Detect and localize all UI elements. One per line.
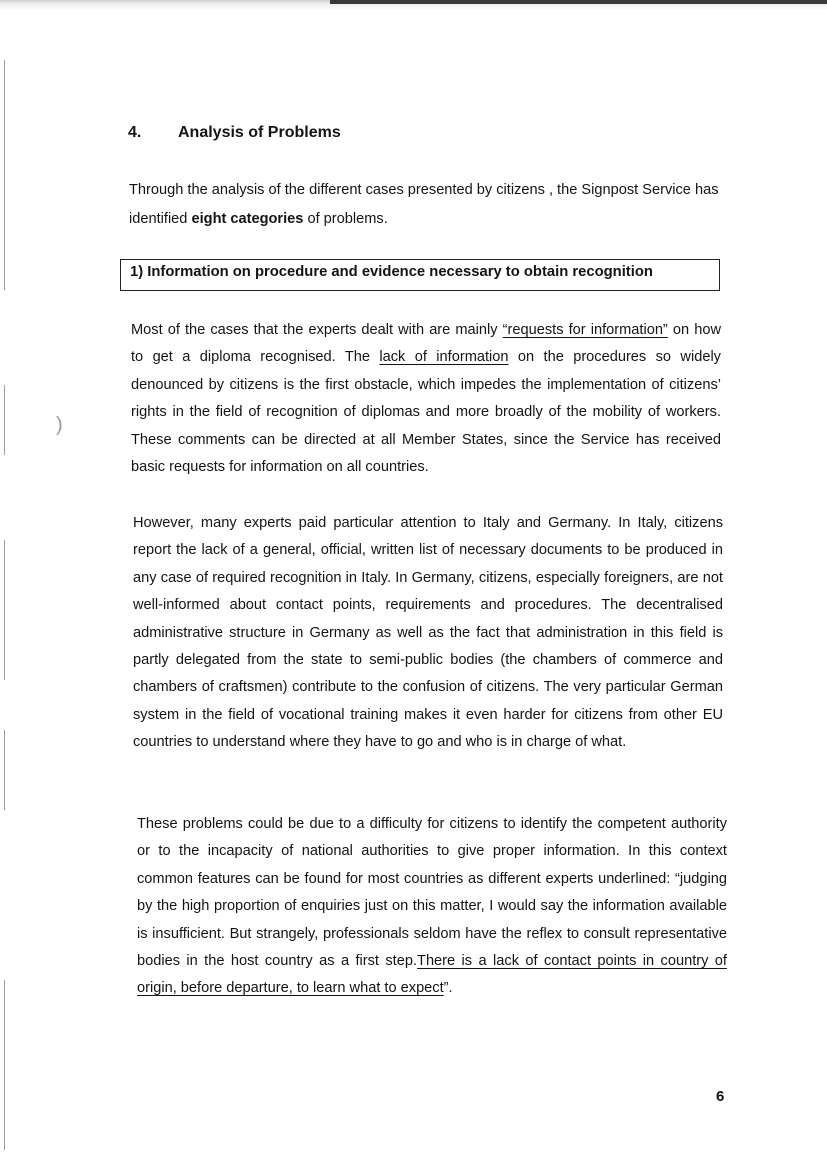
category-heading: 1) Information on procedure and evidence necessary to obtain recognition: [130, 264, 653, 280]
intro-paragraph: [129, 176, 729, 234]
section-number: 4.: [128, 124, 142, 141]
scan-mark: ): [56, 414, 63, 436]
category-heading-box: [120, 259, 720, 291]
underlined-phrase: lack of information: [379, 349, 509, 366]
paragraph-3: [137, 811, 727, 1003]
paragraph-2: However, many experts paid particular attention to Italy and Germany. In Italy, citizens report the lack of a general, official, written list of necessary documents to be produced in any case of required recognition in Italy. In Germany, citizens, especially foreigners, are not well-informed about contact points, requirements and procedures. The decentralised administrative structure in Germany as well as the fact that administration in this field is partly delegated from the state to semi-public bodies (the chambers of commerce and chambers of craftsmen) contribute to the confusion of citizens. The very particular German system in the field of vocational training makes it even harder for citizens from other EU countries to understand where they have to go and who is in charge of what.: [133, 515, 723, 751]
page-number: 6: [716, 1088, 725, 1105]
underlined-phrase: “requests for information”: [502, 322, 668, 338]
paragraph-1-text: on how to get a diploma recognised. The: [131, 322, 722, 366]
paragraph-1: [131, 317, 721, 481]
intro-text-end: of problems.: [303, 211, 388, 227]
paragraph-1-text: Most of the cases that the experts dealt with are mainly: [131, 322, 503, 338]
scan-margin-line: [4, 730, 5, 810]
scan-margin-line: [4, 60, 5, 290]
scan-margin-line: [4, 540, 5, 680]
scan-margin-line: [4, 980, 5, 1150]
underlined-phrase: There is a lack of contact points in country of origin, before departure, to learn what to expect: [137, 953, 727, 997]
paragraph-3-text: These problems could be due to a difficulty for citizens to identify the competent authority or to the incapacity of national authorities to give proper information. In this context common features can be found for most countries as different experts underlined: “judging by the high proportion of enquiries just on this matter, I would say the information available is insufficient. But strangely, professionals seldom have the reflex to consult representative bodies in the host country as a first step.: [137, 816, 727, 970]
paragraph-1-text: on the procedures so widely denounced by citizens is the first obstacle, which impedes the implementation of citizens’ rights in the field of recognition of diplomas and more broadly of the mobility of workers. These comments can be directed at all Member States, since the Service has received basic requests for information on all countries.: [131, 349, 721, 476]
scan-top-edge: [0, 0, 827, 10]
scan-margin-line: [4, 385, 5, 455]
section-title: Analysis of Problems: [178, 124, 341, 141]
intro-bold-text: eight categories: [191, 211, 304, 227]
paragraph-3-text-end: ”.: [443, 980, 453, 997]
intro-text: Through the analysis of the different cases presented by citizens , the Signpost Service has identified: [129, 182, 719, 227]
section-heading: [128, 124, 341, 142]
